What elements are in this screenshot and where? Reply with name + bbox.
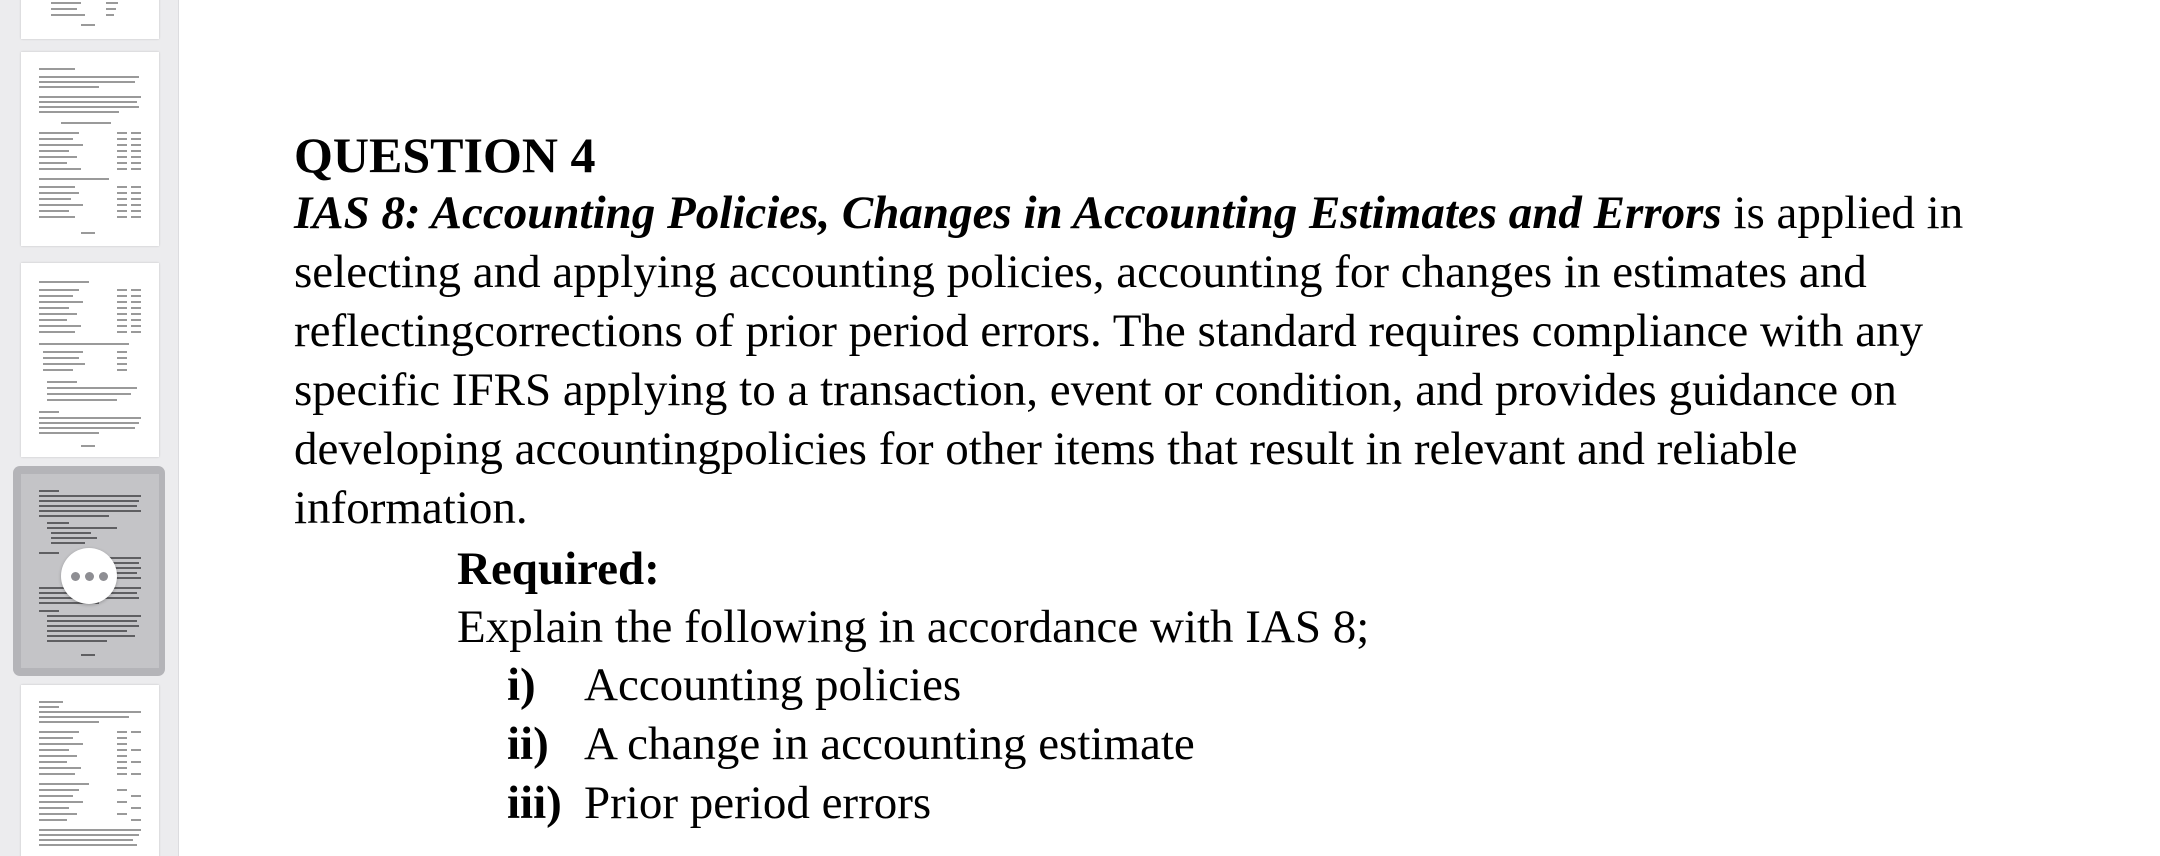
- list-item: [507, 656, 2134, 715]
- list-item: [507, 715, 2134, 774]
- paragraph-line: developing accountingpolicies for other items that result in relevant and reliable: [294, 423, 1798, 475]
- list-marker: ii): [507, 718, 549, 770]
- page-thumbnail-sidebar[interactable]: [0, 0, 179, 856]
- question-heading: QUESTION 4: [294, 127, 596, 183]
- paragraph-line: information.: [294, 482, 528, 534]
- required-label: Required:: [457, 543, 660, 595]
- page-thumbnail[interactable]: [21, 263, 159, 457]
- list-item-text: Prior period errors: [584, 777, 932, 829]
- instruction-text: Explain the following in accordance with IAS 8;: [457, 601, 1370, 653]
- ellipsis-icon: [85, 572, 94, 581]
- standard-title: IAS 8: Accounting Policies, Changes in Accounting Estimates and Errors: [294, 187, 1722, 239]
- page-thumbnail[interactable]: [21, 685, 159, 856]
- list-item-text: Accounting policies: [584, 659, 962, 711]
- paragraph-line: selecting and applying accounting policies, accounting for changes in estimates and: [294, 246, 1867, 298]
- paragraph-line: reflectingcorrections of prior period errors. The standard requires compliance with any: [294, 305, 1924, 357]
- list-marker: i): [507, 659, 536, 711]
- paragraph-line: is applied in: [1721, 187, 1964, 239]
- list-item-text: A change in accounting estimate: [584, 718, 1195, 770]
- required-items-list: [507, 656, 2134, 833]
- page-thumbnail[interactable]: [21, 0, 159, 39]
- ellipsis-icon: [99, 572, 108, 581]
- list-item: [507, 774, 2134, 833]
- list-marker: iii): [507, 777, 562, 829]
- ellipsis-icon: [71, 572, 80, 581]
- required-section: [457, 540, 2134, 833]
- document-page: [294, 128, 2134, 833]
- question-paragraph: [294, 184, 2134, 538]
- page-thumbnail[interactable]: [21, 52, 159, 246]
- more-options-button[interactable]: [61, 548, 117, 604]
- paragraph-line: specific IFRS applying to a transaction, event or condition, and provides guidance on: [294, 364, 1897, 416]
